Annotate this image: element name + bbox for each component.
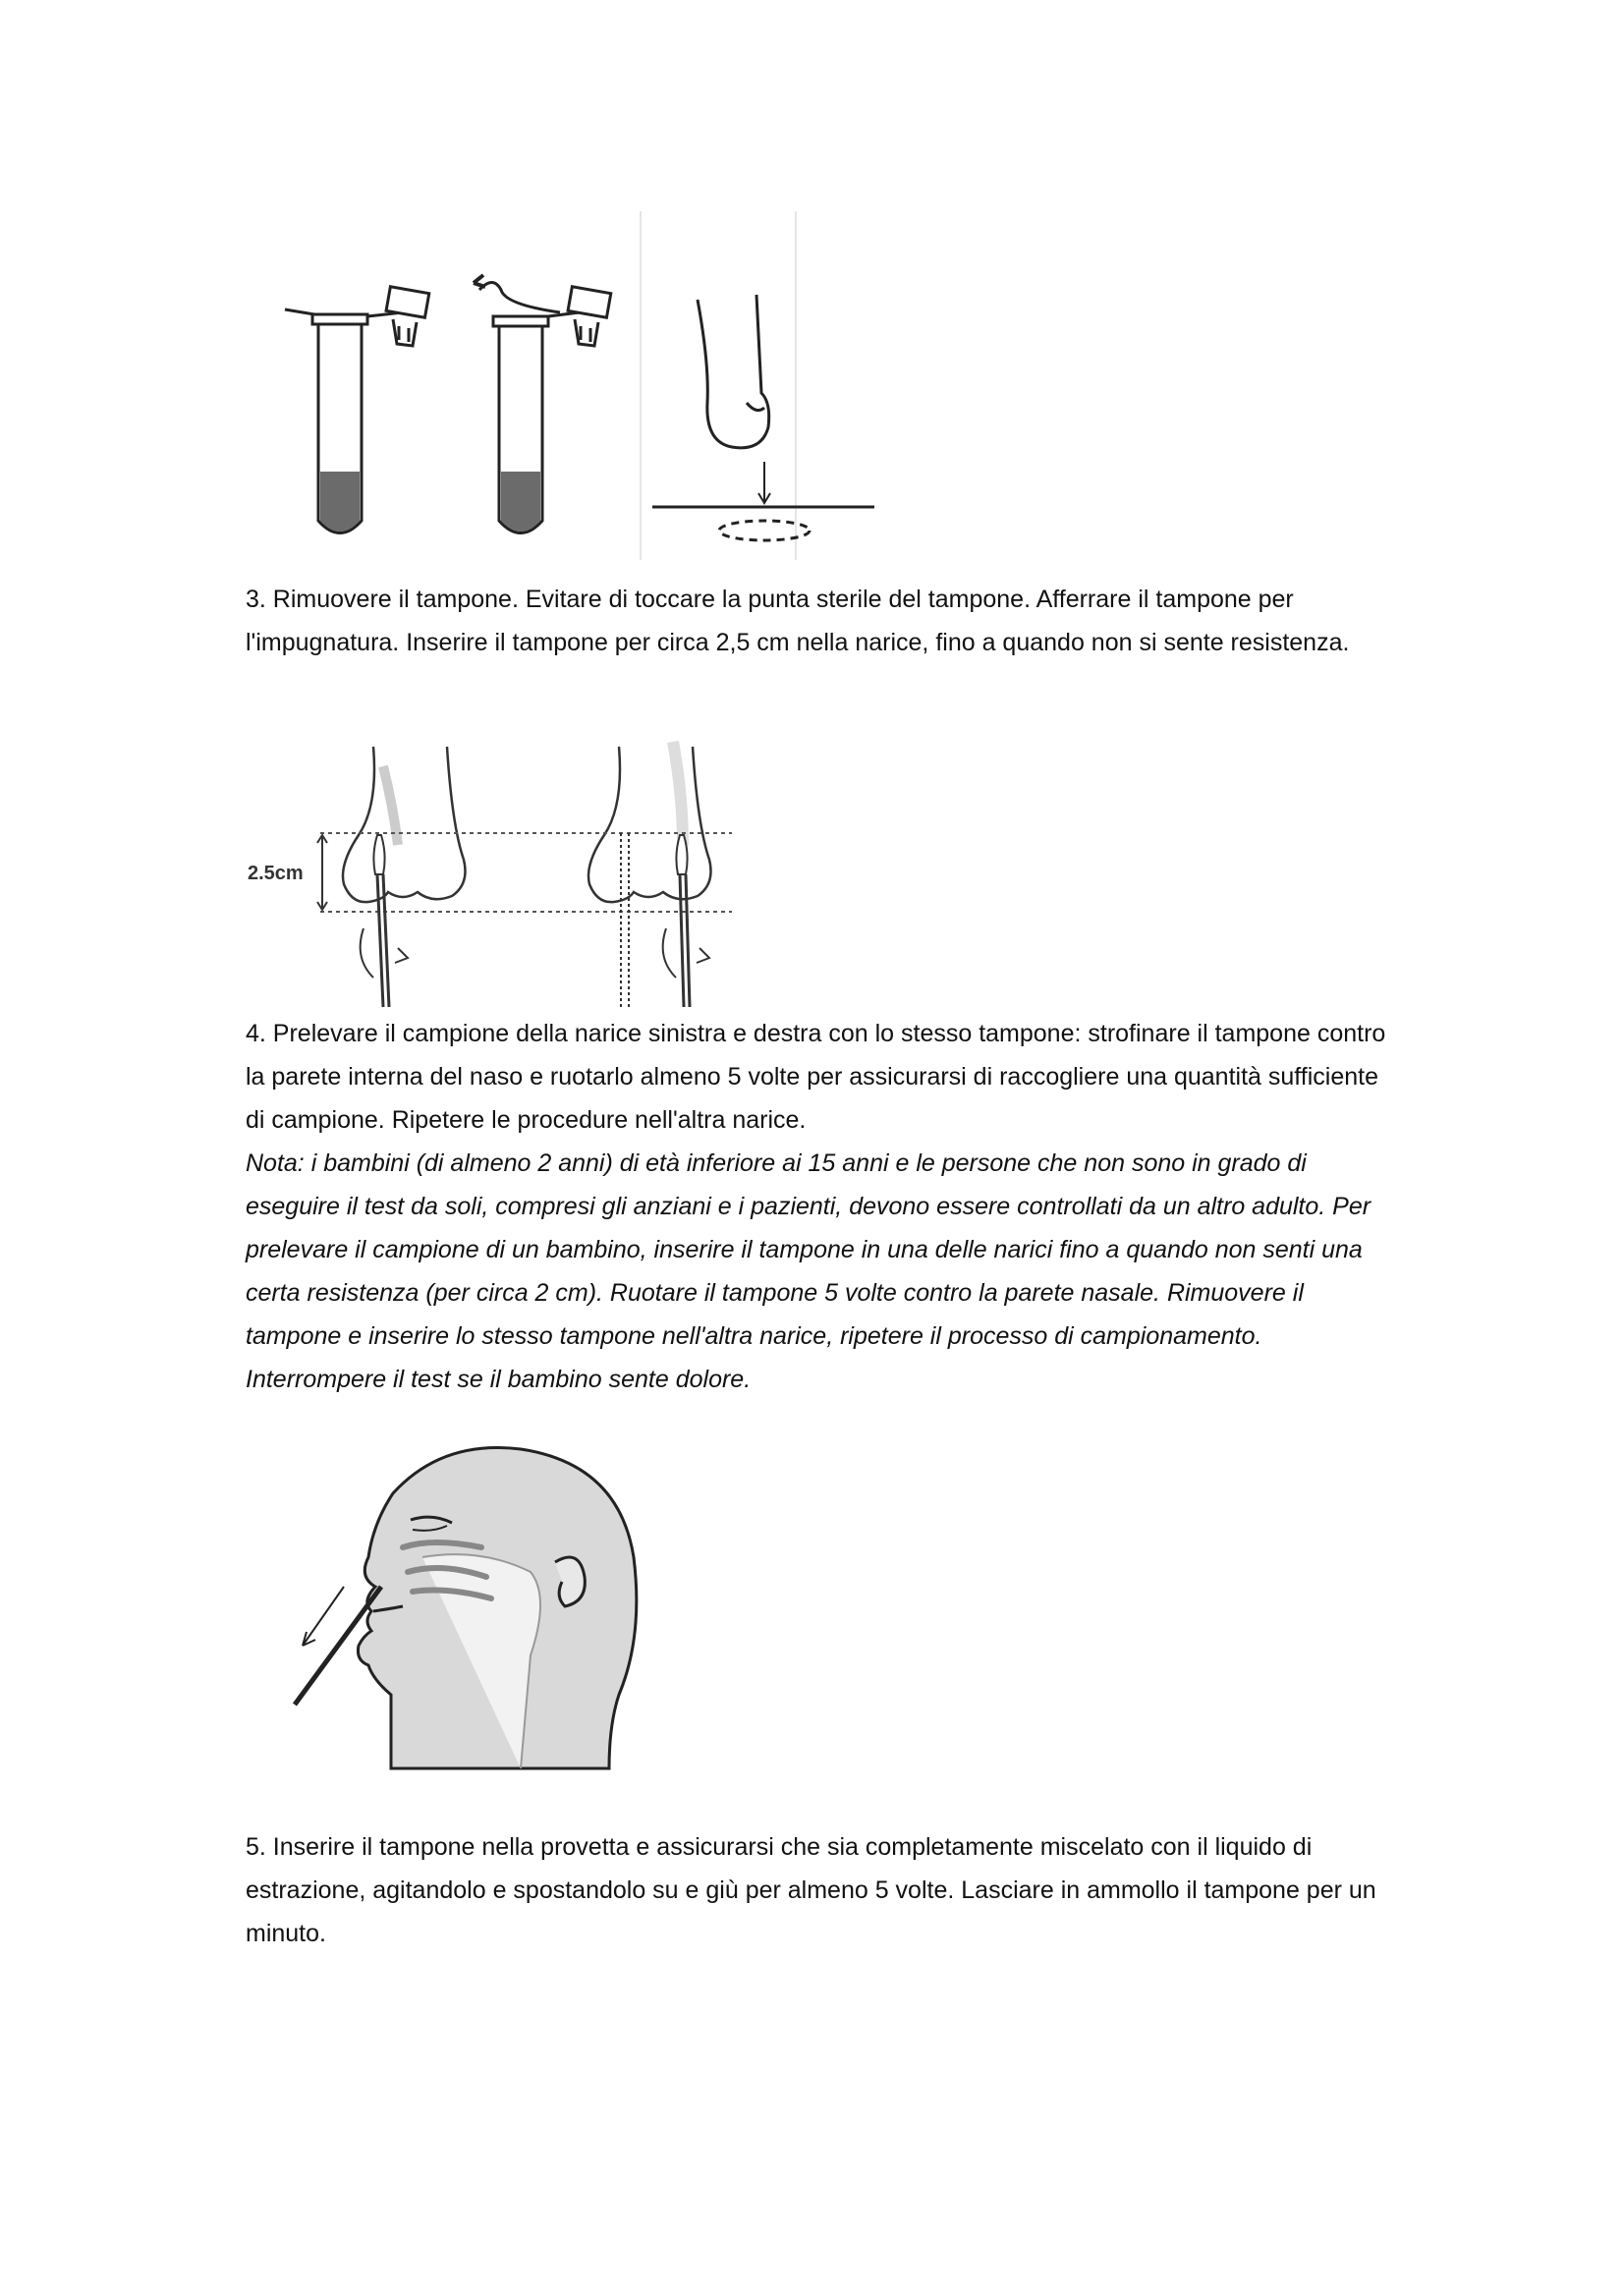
tube-preparation-illustration	[265, 206, 894, 560]
nasal-swab-depth-illustration	[246, 727, 756, 1012]
finger-press-icon	[652, 295, 874, 540]
swab-left-icon	[361, 835, 408, 1007]
step-5-instruction: 5. Inserire il tampone nella provetta e assicurarsi che sia completamente miscelato con il liquido di estrazione, agitandolo e spostandolo su e giù per almeno 5 volte. Lasciare in ammollo il tampone per un minuto.	[246, 1833, 1376, 1947]
depth-measure-label: 2.5cm	[248, 863, 304, 884]
extraction-tube-opening-icon	[474, 275, 611, 533]
step-3-instruction: 3. Rimuovere il tampone. Evitare di toccare la punta sterile del tampone. Afferrare il tampone per l'impugnatura. Inserire il tampone per circa 2,5 cm nella narice, fino a quando non si sente resistenza.	[246, 586, 1350, 656]
head-profile-swab-illustration	[285, 1439, 658, 1773]
step-4-instruction: 4. Prelevare il campione della narice sinistra e destra con lo stesso tampone: strofinare il tampone contro la parete interna del naso e ruotarlo almeno 5 volte per assicurarsi di raccogliere una quantità sufficiente di campione. Ripetere le procedure nell'altra narice.	[246, 1020, 1386, 1134]
nose-left-icon	[343, 747, 466, 902]
nose-right-icon	[588, 742, 711, 902]
head-profile-icon	[358, 1447, 636, 1768]
step-4-note: Nota: i bambini (di almeno 2 anni) di età inferiore ai 15 anni e le persone che non sono in grado di eseguire il test da soli, compresi gli anziani e i pazienti, devono essere controllati da un altro adulto. Per prelevare il campione di un bambino, inserire il tampone in una delle narici fino a quando non senti una certa resistenza (per circa 2 cm). Ruotare il tampone 5 volte contro la parete nasale. Rimuovere il tampone e inserire lo stesso tampone nell'altra narice, ripetere il processo di campionamento. Interrompere il test se il bambino sente dolore.	[246, 1149, 1371, 1393]
extraction-tube-closed-icon	[285, 287, 429, 533]
depth-measure-arrow-icon	[317, 835, 327, 910]
swab-right-icon	[621, 833, 709, 1007]
